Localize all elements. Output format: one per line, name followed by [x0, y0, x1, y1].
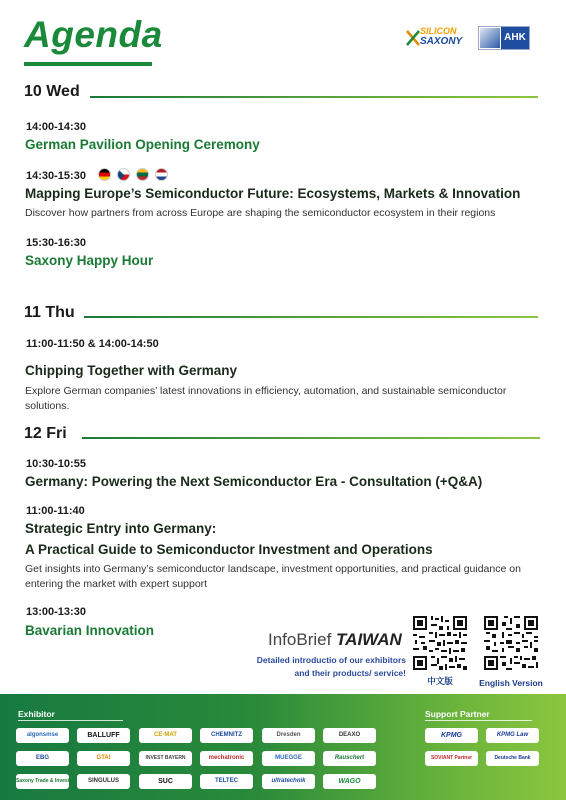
- ahk-logo-text: AHK: [501, 27, 529, 49]
- exhibitor-heading-line: [18, 720, 123, 721]
- page-title: Agenda: [24, 14, 163, 55]
- exhibitor-logo[interactable]: Saxony Trade & Invest: [16, 774, 69, 789]
- exhibitor-logo[interactable]: CE-MAT: [139, 728, 192, 743]
- netherlands-flag-icon: [155, 168, 168, 181]
- infobrief-subtitle-line-1: Detailed introductio of our exhibitors: [256, 655, 406, 665]
- ahk-logo: [478, 26, 530, 50]
- qr-label-english: English Version: [479, 678, 543, 688]
- support-partner-heading: Support Partner: [425, 709, 490, 719]
- event-time: 13:00-13:30: [26, 606, 86, 618]
- exhibitor-logo[interactable]: DEAXO: [323, 728, 376, 743]
- exhibitor-logo[interactable]: CHEMNITZ: [200, 728, 253, 743]
- logo-line-saxony: SAXONY: [420, 36, 463, 47]
- event-description: Get insights into Germany’s semiconductor landscape, investment opportunities, and practical guidance on entering the market with expert support: [25, 563, 521, 590]
- support-heading-line: [425, 720, 532, 721]
- exhibitor-heading: Exhibitor: [18, 709, 55, 719]
- event-description: Discover how partners from across Europe are shaping the semiconductor ecosystem in their regions: [25, 207, 496, 219]
- exhibitor-logo[interactable]: EBG: [16, 751, 69, 766]
- event-title: Chipping Together with Germany: [25, 363, 238, 378]
- event-title: Germany: Powering the Next Semiconductor Era - Consultation (+Q&A): [25, 474, 483, 489]
- exhibitor-logo[interactable]: TELTEC: [200, 774, 253, 789]
- exhibitor-logo[interactable]: Dresden: [262, 728, 315, 743]
- partner-logo[interactable]: SOVIANT Partner: [425, 751, 478, 766]
- infobrief-title: [268, 630, 402, 650]
- qr-code-chinese[interactable]: [411, 614, 469, 672]
- silicon-saxony-logo: [404, 26, 466, 54]
- event-time: 14:30-15:30: [26, 170, 86, 182]
- exhibitor-logo[interactable]: WAGO: [323, 774, 376, 789]
- exhibitor-logo[interactable]: Rauschert: [323, 751, 376, 766]
- infobrief-subtitle: [240, 654, 406, 680]
- day-divider: [90, 96, 538, 98]
- event-time: 11:00-11:50 & 14:00-14:50: [26, 338, 159, 350]
- qr-code-icon: [411, 614, 469, 672]
- exhibitor-logo[interactable]: BALLUFF: [77, 728, 130, 743]
- czech-flag-icon: [117, 168, 130, 181]
- qr-code-icon: [482, 614, 540, 672]
- day-heading-wed: 10 Wed: [24, 83, 80, 100]
- qr-code-english[interactable]: [482, 614, 540, 672]
- silicon-saxony-mark-icon: [406, 30, 420, 46]
- germany-flag-icon: [98, 168, 111, 181]
- taiwan-map-icon: [480, 28, 500, 48]
- day-divider: [82, 437, 540, 439]
- infobrief-prefix: InfoBrief: [268, 630, 332, 649]
- exhibitor-logo[interactable]: algonsmse: [16, 728, 69, 743]
- event-time: 15:30-16:30: [26, 237, 86, 249]
- infobrief-name: TAIWAN: [336, 630, 402, 649]
- event-title: German Pavilion Opening Ceremony: [25, 137, 260, 152]
- lithuania-flag-icon: [136, 168, 149, 181]
- partner-logo[interactable]: KPMG Law: [486, 728, 539, 743]
- event-time: 10:30-10:55: [26, 458, 86, 470]
- event-title: Saxony Happy Hour: [25, 253, 154, 268]
- exhibitor-logo[interactable]: GTAI: [77, 751, 130, 766]
- day-divider: [84, 316, 538, 318]
- day-heading-thu: 11 Thu: [24, 304, 75, 321]
- logo-line-silicon: SILICON: [420, 26, 457, 36]
- infobrief-subtitle-line-2: and their products/ service!: [294, 668, 406, 678]
- event-description: Explore German companies’ latest innovations in efficiency, automation, and sustainable semiconductor solutions.: [25, 385, 507, 412]
- event-title: Mapping Europe’s Semiconductor Future: Ecosystems, Markets & Innovation: [25, 186, 521, 201]
- event-title: Bavarian Innovation: [25, 623, 155, 638]
- exhibitor-logo[interactable]: SUC: [139, 774, 192, 789]
- event-time: 11:00-11:40: [26, 505, 85, 517]
- day-heading-fri: 12 Fri: [24, 425, 67, 442]
- exhibitor-logo[interactable]: mechatronic: [200, 751, 253, 766]
- exhibitor-logo[interactable]: MUEGGE: [262, 751, 315, 766]
- title-underline: [24, 62, 152, 66]
- event-title-line-1: Strategic Entry into Germany:: [25, 521, 217, 536]
- event-title-line-2: A Practical Guide to Semiconductor Investment and Operations: [25, 542, 433, 557]
- partner-logo[interactable]: Deutsche Bank: [486, 751, 539, 766]
- exhibitor-logo[interactable]: ultratechnik: [262, 774, 315, 789]
- event-time: 14:00-14:30: [26, 121, 86, 133]
- qr-label-chinese: 中文版: [427, 676, 453, 686]
- exhibitor-logo[interactable]: SINGULUS: [77, 774, 130, 789]
- partner-logo[interactable]: KPMG: [425, 728, 478, 743]
- exhibitor-logo[interactable]: INVEST BAYERN: [139, 751, 192, 766]
